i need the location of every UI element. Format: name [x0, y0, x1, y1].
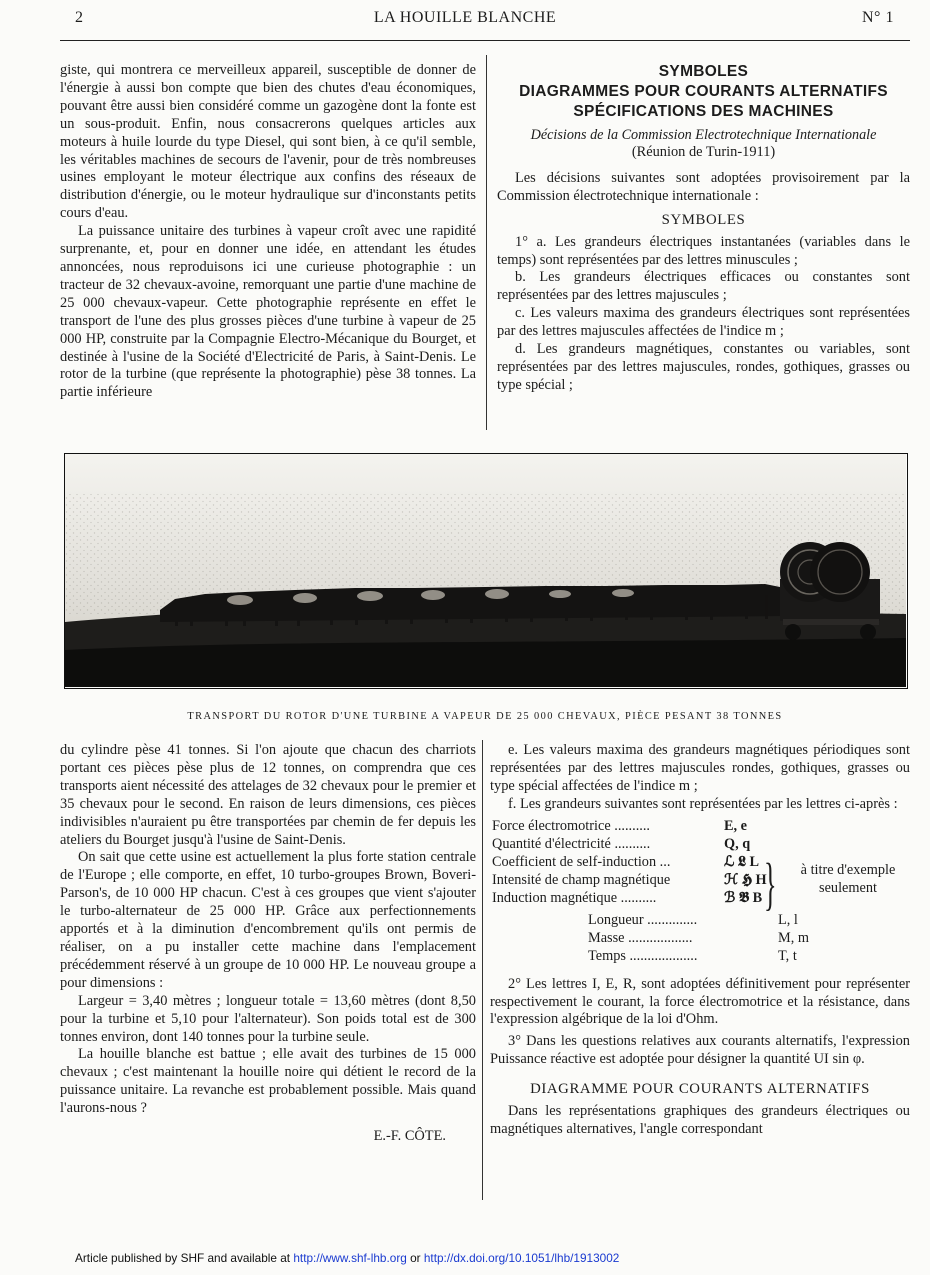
quantity-symbols: E, e [724, 817, 748, 834]
header-rule [60, 40, 910, 41]
list-item: d. Les grandeurs magnétiques, constantes ou variables, sont représentées par des lettres majuscules, rondes, gothiques, grasses ou type spécial ; [497, 341, 910, 393]
paragraph: La houille blanche est battue ; elle avait des turbines de 15 000 chevaux ; c'est maintenant la houille noire qui détient le record de la puissance unitaire. La revanche est probablement possible. Mais quand l'aurons-nous ? [60, 1046, 476, 1117]
list-item: b. Les grandeurs électriques efficaces ou constantes sont représentées par des lettres majuscules ; [497, 269, 910, 304]
paragraph: Largeur = 3,40 mètres ; longueur totale = 13,60 mètres (dont 8,50 pour la turbine et 5,10 pour l'alternateur). Son poids total est de 300 tonnes environ, dont 140 tonnes pour la turbine seule. [60, 992, 476, 1045]
left-column-bottom [60, 742, 476, 1146]
paragraph: 3° Dans les questions relatives aux courants alternatifs, l'expression Puissance réactive est adoptée pour désigner la quantité UI sin φ. [490, 1033, 910, 1068]
quantity-label: Induction magnétique .......... [492, 889, 657, 906]
quantity-symbols: T, t [778, 947, 797, 964]
photograph [64, 453, 908, 689]
author-signature: E.-F. CÔTE. [373, 1128, 446, 1145]
article-title-line: SPÉCIFICATIONS DES MACHINES [573, 103, 834, 120]
meeting-note: (Réunion de Turin-1911) [631, 144, 776, 160]
list-item: 1° a. Les grandeurs électriques instantanées (variables dans le temps) sont représentées par des lettres minuscules ; [497, 233, 910, 268]
list-item: f. Les grandeurs suivantes sont représentées par les lettres ci-après : [508, 795, 898, 812]
intro-paragraph: Les décisions suivantes sont adoptées provisoirement par la Commission électrotechnique internationale : [497, 169, 910, 204]
right-column-bottom [490, 742, 910, 1139]
section-heading: DIAGRAMME POUR COURANTS ALTERNATIFS [530, 1081, 870, 1098]
paragraph: La puissance unitaire des turbines à vapeur croît avec une rapidité surprenante, et, pour en donner une idée, en attendant les études annoncées, nous reproduisons ici une curieuse photographie : un tracteur de 32 chevaux-avoine, remorquant une partie d'une machine de 25 000 chevaux-vapeur. Cette photographie représente en effet le transport de l'une des plus grosses pièces d'une turbine à vapeur de 25 000 HP, construite par la Compagnie Electro-Mécanique du Bourget, et destinée à l'usine de la Société d'Electricité de Paris, à Saint-Denis. Le rotor de la turbine (que représente la photographie) pèse 38 tonnes. La partie inférieure [60, 223, 476, 401]
footer-link-shf[interactable]: http://www.shf-lhb.org [293, 1251, 407, 1265]
footer-prefix: Article published by SHF and available at [75, 1251, 291, 1265]
symbols-table [490, 816, 910, 976]
paragraph: 2° Les lettres I, E, R, sont adoptées définitivement pour représenter respectivement le courant, la force électromotrice et la résistance, dans l'expression algébrique de la loi d'Ohm. [490, 975, 910, 1028]
quantity-label: Longueur .............. [588, 911, 698, 928]
paragraph: du cylindre pèse 41 tonnes. Si l'on ajoute que chacun des charriots portant ces pièces pèse plus de 12 tonnes, on comprendra que ces transports aient nécessité des attelages de 32 chevaux pour le premier et 35 chevaux pour le second. En raison de leurs dimensions, ces pièces indivisibles n'auraient pu être transportées par chemin de fer depuis les ateliers du Bourget jusqu'à l'usine de Saint-Denis. [60, 742, 476, 848]
issue-number: N° 1 [862, 9, 894, 26]
list-item: c. Les valeurs maxima des grandeurs électriques sont représentées par des lettres majuscules affectées de l'indice m ; [497, 305, 910, 340]
footer-or: or [410, 1251, 421, 1265]
article-subtitle: Décisions de la Commission Electrotechnique Internationale [530, 127, 877, 143]
quantity-symbols: ℋ 𝕳 H [724, 871, 767, 888]
photo-caption: TRANSPORT DU ROTOR D'UNE TURBINE A VAPEUR DE 25 000 CHEVAUX, PIÈCE PESANT 38 TONNES [187, 711, 783, 722]
quantity-symbols: L, l [778, 911, 798, 928]
article-title-line: DIAGRAMMES POUR COURANTS ALTERNATIFS [519, 83, 888, 100]
column-divider-top [486, 55, 487, 430]
footer-link-doi[interactable]: http://dx.doi.org/10.1051/lhb/1913002 [423, 1251, 620, 1265]
column-divider-bottom [482, 740, 483, 1200]
left-column-top [60, 62, 476, 402]
article-title-line: SYMBOLES [658, 63, 749, 80]
quantity-label: Coefficient de self-induction ... [492, 853, 671, 870]
turbine-rotor-transport-photo [65, 454, 906, 687]
quantity-label: Intensité de champ magnétique [492, 871, 671, 888]
quantity-symbols: M, m [778, 929, 809, 946]
footer-note [75, 1251, 619, 1265]
paragraph: Dans les représentations graphiques des grandeurs électriques ou magnétiques alternatives, l'angle correspondant [490, 1103, 910, 1137]
page-number: 2 [75, 9, 84, 26]
quantity-symbols: ℬ 𝕭 B [724, 889, 763, 906]
journal-title: LA HOUILLE BLANCHE [373, 9, 557, 26]
brace-note: à titre d'exemple seulement [800, 861, 896, 896]
quantity-label: Quantité d'électricité .......... [492, 835, 651, 852]
quantity-label: Force électromotrice .......... [492, 817, 650, 834]
quantity-label: Masse .................. [588, 929, 693, 946]
section-heading: SYMBOLES [661, 211, 746, 228]
quantity-symbols: Q, q [724, 835, 751, 852]
quantity-label: Temps ................... [588, 947, 698, 964]
brace-glyph: } [764, 850, 777, 916]
paragraph: On sait que cette usine est actuellement la plus forte station centrale de l'Europe ; elle comporte, en effet, 10 turbo-groupes Brown, Boveri-Parson's, de 10 000 HP chacun. C'est à ces groupes que vient s'ajouter le turbo-alternateur de 25 000 HP. Grâce aux perfectionnements apportés et à la diminution d'encombrement qu'ils ont permis de réaliser, on a pu installer cette machine dans l'emplacement précédemment réservé à un groupe de 10 000 HP. Le nouveau groupe a pour dimensions : [60, 849, 476, 991]
list-item: e. Les valeurs maxima des grandeurs magnétiques périodiques sont représentées par des lettres majuscules rondes, gothiques, grasses ou type spécial affectées de l'indice m ; [490, 742, 910, 794]
quantity-symbols: ℒ 𝕷 L [724, 853, 760, 870]
right-column-top [497, 62, 910, 395]
paragraph: giste, qui montrera ce merveilleux appareil, susceptible de donner de l'énergie à aussi bon compte que bien des chutes d'eau économiques, pouvant être aussi bien considéré comme un gazogène dont la fonte est un sous-produit. Enfin, nous consacrerons quelques articles aux moteurs à huile lourde du type Diesel, qui sont bien, à ce qu'il semble, les véritables machines de secours de l'avenir, pour de très nombreuses usines employant le moteur électrique aux confins des réseaux de distribution d'énergie, ou le moteur hydraulique sur d'inconstants petits cours d'eau. [60, 62, 476, 222]
